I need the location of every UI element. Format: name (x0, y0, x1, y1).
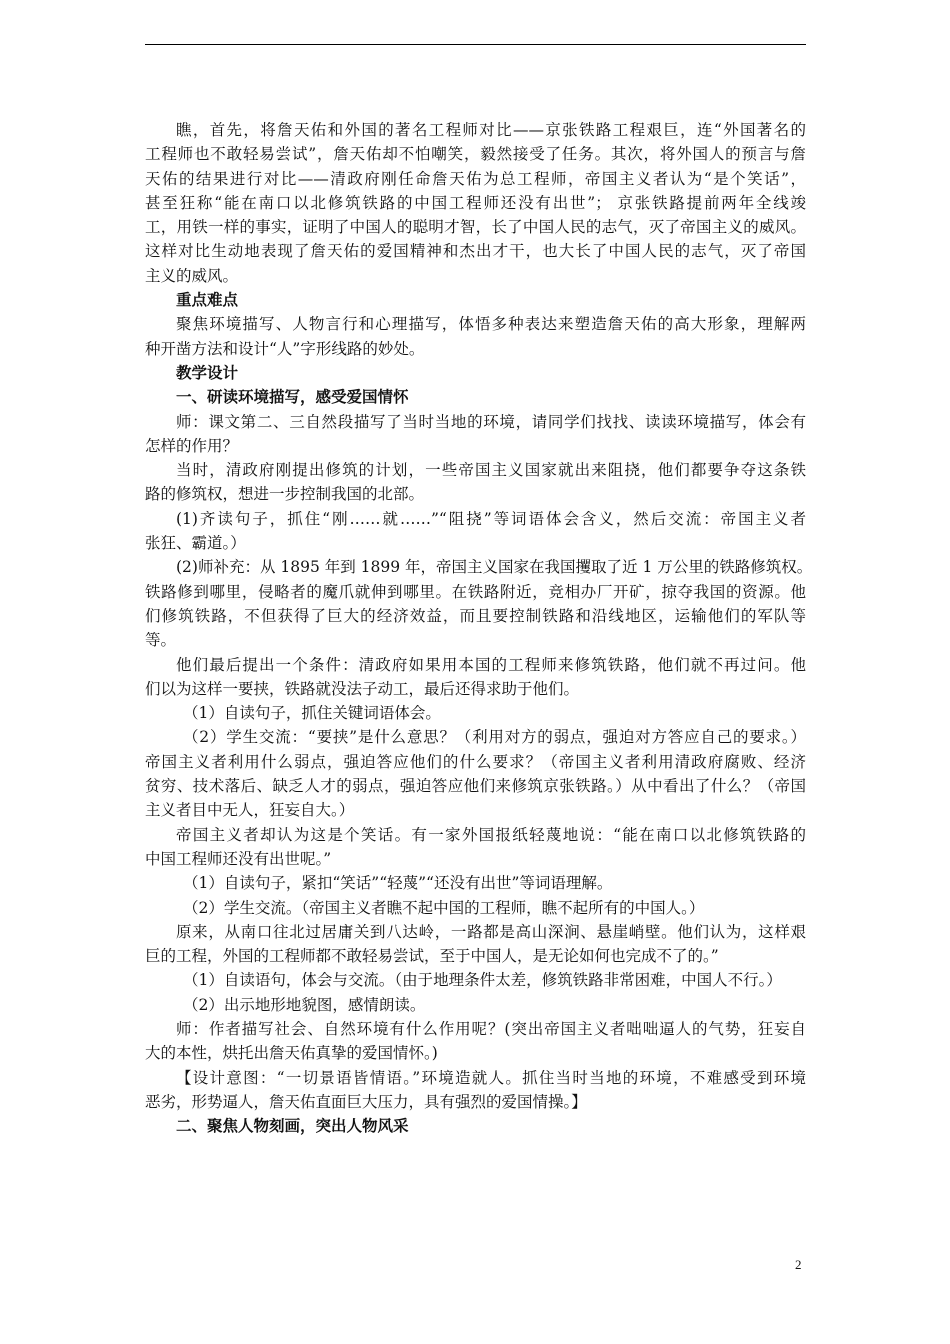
text-line: 怎样的作用？ (145, 436, 239, 455)
text-line: 们以为这样一要挟，铁路就没法子动工，最后还得求助于他们。 (145, 679, 580, 698)
text-line: （1）自读语句，体会与交流。（由于地理条件太差，修筑铁路非常困难，中国人不行。） (183, 971, 782, 990)
text-line: 当时，清政府刚提出修筑的计划，一些帝国主义国家就出来阻挠，他们都要争夺这条铁 (176, 461, 806, 480)
text-line: 二、聚焦人物刻画，突出人物风采 (176, 1116, 409, 1136)
text-line: 铁路修到哪里，侵略者的魔爪就伸到哪里。在铁路附近，竞相办厂开矿，掠夺我国的资源。他 (145, 582, 806, 601)
text-line: 一、研读环境描写，感受爱国情怀 (176, 387, 409, 407)
text-line: （1）自读句子，抓住关键词语体会。 (183, 704, 441, 723)
text-line: 贫穷、技术落后、缺乏人才的弱点，强迫答应他们来修筑京张铁路。）从中看出了什么？（帝国 (145, 777, 806, 796)
text-line: 等。 (145, 631, 177, 650)
text-line: 主义的威风。 (145, 266, 239, 285)
text-line: 工，用铁一样的事实，证明了中国人的聪明才智，长了中国人民的志气，灭了帝国主义的威风。 (145, 218, 806, 237)
text-line: (1)齐读句子，抓住“刚……就……”“阻挠”等词语体会含义，然后交流：帝国主义者 (176, 509, 806, 528)
text-line: 们修筑铁路，不但获得了巨大的经济效益，而且要控制铁路和沿线地区，运输他们的军队等 (145, 606, 806, 625)
text-line: （2）学生交流。（帝国主义者瞧不起中国的工程师，瞧不起所有的中国人。） (183, 898, 705, 917)
text-line: 巨的工程，外国的工程师都不敢轻易尝试，至于中国人，是无论如何也完成不了的。” (145, 947, 719, 966)
text-line: 甚至狂称“能在南口以北修筑铁路的中国工程师还没有出世”； 京张铁路提前两年全线竣 (145, 193, 806, 212)
text-line: （2）出示地形地貌图，感情朗读。 (183, 995, 426, 1014)
text-line: 他们最后提出一个条件：清政府如果用本国的工程师来修筑铁路，他们就不再过问。他 (176, 655, 806, 674)
text-line: 【设计意图：“一切景语皆情语。”环境造就人。抓住当时当地的环境，不难感受到环境 (176, 1068, 806, 1087)
text-line: 大的本性，烘托出詹天佑真挚的爱国情怀。) (145, 1044, 438, 1063)
text-line: (2)师补充：从 1895 年到 1899 年，帝国主义国家在我国攫取了近 1 万公里的铁路修筑权。 (176, 558, 813, 577)
text-line: 中国工程师还没有出世呢。” (145, 849, 332, 868)
text-line: 主义者目中无人，狂妄自大。） (145, 801, 355, 820)
text-line: 帝国主义者利用什么弱点，强迫答应他们的什么要求？（帝国主义者利用清政府腐败、经济 (145, 752, 806, 771)
text-line: 路的修筑权，想进一步控制我国的北部。 (145, 485, 425, 504)
text-line: 师：课文第二、三自然段描写了当时当地的环境，请同学们找找、读读环境描写，体会有 (176, 412, 806, 431)
text-line: 天佑的结果进行对比——清政府刚任命詹天佑为总工程师，帝国主义者认为“是个笑话”， (145, 169, 806, 188)
text-line: 聚焦环境描写、人物言行和心理描写，体悟多种表达来塑造詹天佑的高大形象，理解两 (176, 315, 806, 334)
text-line: 张狂、霸道。） (145, 534, 246, 553)
page-number: 2 (795, 1257, 802, 1272)
text-line: 教学设计 (176, 362, 239, 382)
text-line: 工程师也不敢轻易尝试”，詹天佑却不怕嘲笑，毅然接受了任务。其次，将外国人的预言与詹 (145, 145, 806, 164)
document-body (145, 118, 813, 1138)
text-line: 恶劣，形势逼人，詹天佑直面巨大压力，具有强烈的爱国情操。】 (145, 1092, 587, 1111)
text-line: 帝国主义者却认为这是个笑话。有一家外国报纸轻蔑地说：“能在南口以北修筑铁路的 (176, 825, 806, 844)
text-line: 瞧，首先，将詹天佑和外国的著名工程师对比——京张铁路工程艰巨，连“外国著名的 (176, 121, 806, 139)
text-line: 这样对比生动地表现了詹天佑的爱国精神和杰出才干，也大长了中国人民的志气，灭了帝国 (145, 242, 806, 261)
text-line: 师：作者描写社会、自然环境有什么作用呢？(突出帝国主义者咄咄逼人的气势，狂妄自 (176, 1019, 806, 1038)
text-line: 重点难点 (176, 290, 239, 310)
text-line: 原来，从南口往北过居庸关到八达岭，一路都是高山深涧、悬崖峭壁。他们认为，这样艰 (176, 922, 806, 941)
text-line: （2）学生交流：“要挟”是什么意思？（利用对方的弱点，强迫对方答应自己的要求。） (183, 728, 806, 747)
text-line: （1）自读句子，紧扣“笑话”“轻蔑”“还没有出世”等词语理解。 (183, 874, 613, 893)
header-rule (145, 44, 806, 45)
text-line: 种开凿方法和设计“人”字形线路的妙处。 (145, 339, 425, 358)
